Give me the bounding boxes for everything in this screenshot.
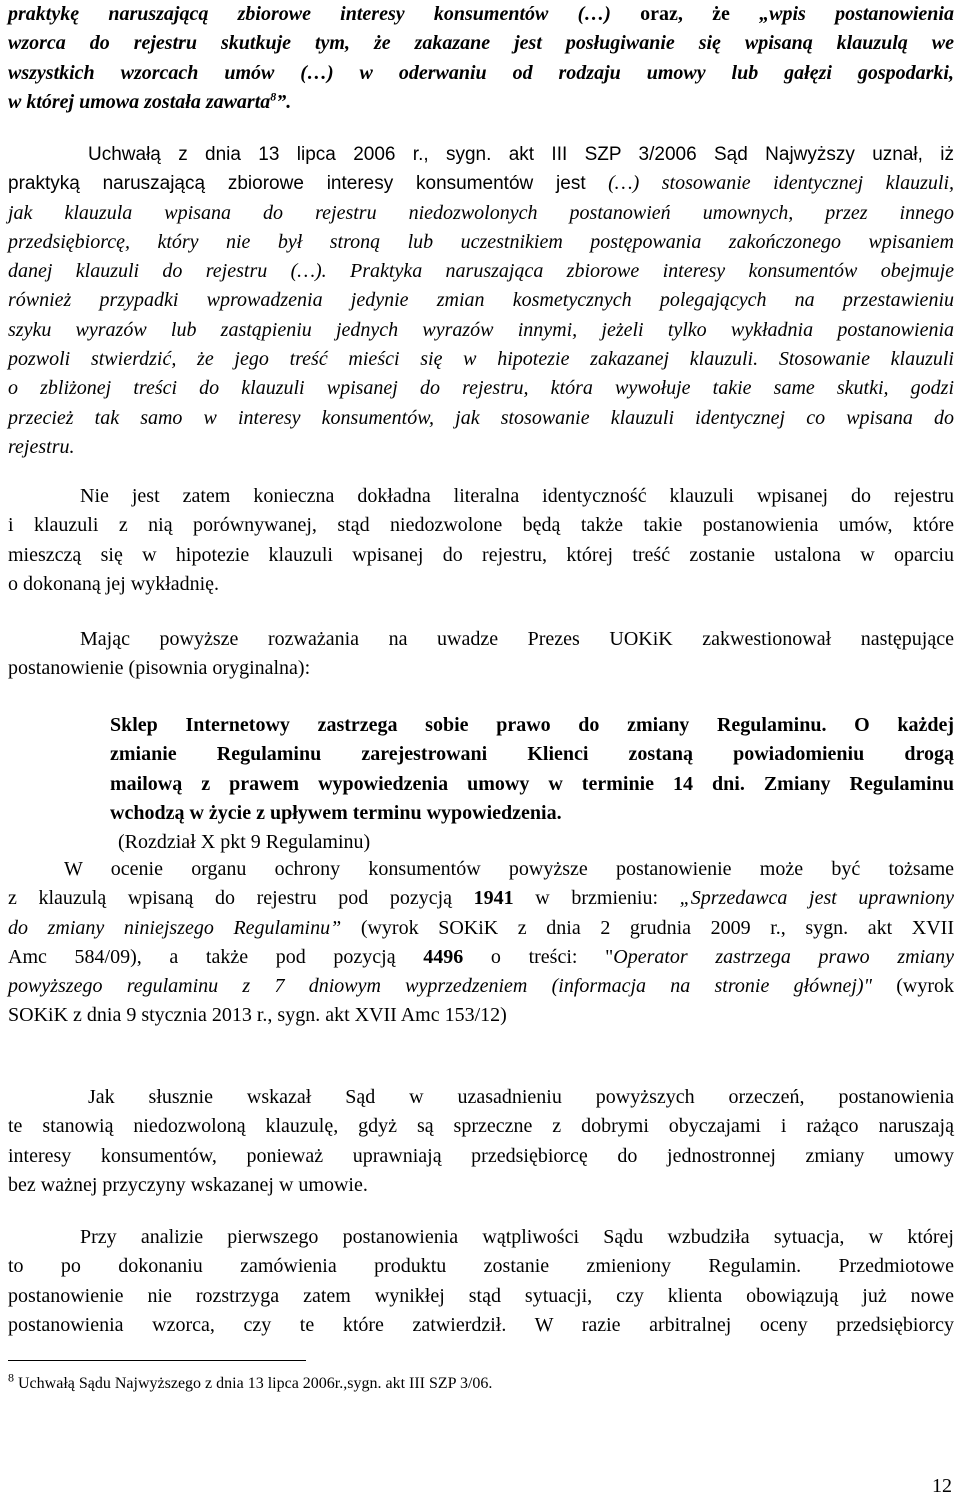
text-line: te stanowią niedozwoloną klauzulę, gdyż są sprzeczne z dobrymi obyczajami i rażąco naruszają (8, 1115, 954, 1138)
register-position: 1941 (473, 887, 514, 910)
footnote-ref: 8 (270, 89, 277, 104)
text-line: praktykę naruszającą zbiorowe interesy konsumentów (…) oraz, że „wpis postanowienia (8, 3, 954, 25)
text-line: i klauzuli z nią porównywanej, stąd niedozwolone będą także takie postanowienia umów, które (8, 514, 954, 537)
paragraph-identity-not-required (8, 482, 954, 599)
text-line: jak klauzula wpisana do rejestru niedozwolonych postanowień umownych, przez innego (8, 201, 954, 224)
text-line: Mając powyższe rozważania na uwadze Prezes UOKiK zakwestionował następujące (80, 628, 954, 650)
text-line: szyku wyrazów lub zastąpieniu jednych wyrazów innymi, jeżeli tylko wykładnia postanowienia (8, 318, 954, 341)
footnote-separator (8, 1360, 306, 1361)
text-line: powyższego regulaminu z 7 dniowym wyprzedzeniem (informacja na stronie głównej)" (wyrok (8, 975, 954, 998)
text-line: wzorca do rejestru skutkuje tym, że zakazane jest posługiwanie się wpisaną klauzulą we (8, 32, 954, 55)
text-line: wchodzą w życie z upływem terminu wypowiedzenia. (110, 801, 562, 824)
text-line: Sklep Internetowy zastrzega sobie prawo do zmiany Regulaminu. O każdej (110, 714, 954, 736)
text-line: Przy analizie pierwszego postanowienia wątpliwości Sądu wzbudziła sytuacja, w której (80, 1226, 954, 1248)
text-line: pozwoli stwierdzić, że jego treść mieści się w hipotezie zakazanej klauzuli. Stosowanie klauzuli (8, 348, 954, 371)
text-line: o dokonaną jej wykładnię. (8, 572, 220, 595)
paragraph-supreme-court-resolution (8, 140, 954, 462)
text-line: danej klauzuli do rejestru (…). Praktyka naruszająca zbiorowe interesy konsumentów obejmuje (8, 260, 955, 283)
text-line: interesy konsumentów, ponieważ uprawniają przedsiębiorcę do jednostronnej zmiany umowy (8, 1144, 954, 1167)
text-line: mieszczą się w hipotezie klauzuli wpisanej do rejestru, której treść zostanie ustalona w oparciu (8, 543, 954, 566)
text-line: Nie jest zatem konieczna dokładna literalna identyczność klauzuli wpisanej do rejestru (80, 485, 954, 507)
text-line: również przypadki wprowadzenia jedynie zmian kosmetycznych polegających na przestawieniu (8, 289, 954, 312)
text-line: to po dokonaniu zamówienia produktu zostanie zmieniony Regulamin. Przedmiotowe (8, 1255, 954, 1278)
paragraph-continuation (8, 0, 954, 117)
text-line: w której umowa została zawarta$^8$”. (8, 89, 292, 113)
text-line: przecież tak samo w interesy konsumentów, jak stosowanie klauzuli identycznej co wpisana do (8, 406, 954, 429)
text-line: postanowienia wzorca, czy te które zatwierdził. W razie arbitralnej oceny przedsiębiorcy (8, 1313, 954, 1336)
text-line: do zmiany niniejszego Regulaminu” (wyrok SOKiK z dnia 2 grudnia 2009 r., sygn. akt XVII (8, 916, 954, 939)
paragraph-court-reasoning (8, 1083, 954, 1200)
page-number: 12 (932, 1475, 952, 1497)
text-line: bez ważnej przyczyny wskazanej w umowie. (8, 1173, 368, 1196)
text-line: o zbliżonej treści do klauzuli wpisanej do rejestru, która wywołuje takie same skutki, godzi (8, 377, 954, 400)
paragraph-first-clause-analysis (8, 1223, 954, 1340)
register-position: 4496 (423, 945, 464, 968)
text-line: wszystkich wzorcach umów (…) w oderwaniu od rodzaju umowy lub gałęzi gospodarki, (8, 61, 954, 84)
text-line: W ocenie organu ochrony konsumentów powyższe postanowienie może być tożsame (64, 858, 954, 880)
quoted-clause (110, 711, 954, 857)
text-line: z klauzulą wpisaną do rejestru pod pozycją 1941 w brzmieniu: „Sprzedawca jest uprawniony (8, 887, 954, 910)
footnote-mark: 8 (8, 1370, 14, 1385)
text-line: Jak słusznie wskazał Sąd w uzasadnieniu powyższych orzeczeń, postanowienia (88, 1086, 954, 1108)
paragraph-uokik-intro (8, 625, 954, 684)
paragraph-register-comparison (8, 855, 954, 1031)
text-line: praktyką naruszającą zbiorowe interesy konsumentów jest (…) stosowanie identycznej klauzuli, (8, 172, 954, 195)
text-line: postanowienie nie rozstrzyga zatem wynikłej stąd sytuacji, czy klienta obowiązują już nowe (8, 1284, 954, 1307)
text-line: przedsiębiorcę, który nie był stroną lub uczestnikiem postępowania zakończonego wpisaniem (8, 230, 954, 253)
text-line: mailową z prawem wypowiedzenia umowy w terminie 14 dni. Zmiany Regulaminu (110, 772, 954, 795)
text-line: Uchwałą z dnia 13 lipca 2006 r., sygn. akt III SZP 3/2006 Sąd Najwyższy uznał, iż (88, 144, 954, 165)
text-line: Amc 584/09), a także pod pozycją 4496 o treści: "Operator zastrzega prawo zmiany (8, 945, 954, 968)
text-line: zmianie Regulaminu zarejestrowani Klienci zostaną powiadomieniu drogą (110, 743, 954, 766)
text-line: rejestru. (8, 435, 75, 458)
footnote-text: Uchwałą Sądu Najwyższego z dnia 13 lipca 2006r.,sygn. akt III SZP 3/06. (14, 1375, 493, 1392)
text-line: postanowienie (pisownia oryginalna): (8, 657, 311, 680)
clause-source: (Rozdział X pkt 9 Regulaminu) (118, 831, 371, 854)
footnote (8, 1370, 493, 1394)
text-line: SOKiK z dnia 9 stycznia 2013 r., sygn. akt XVII Amc 153/12) (8, 1004, 507, 1027)
